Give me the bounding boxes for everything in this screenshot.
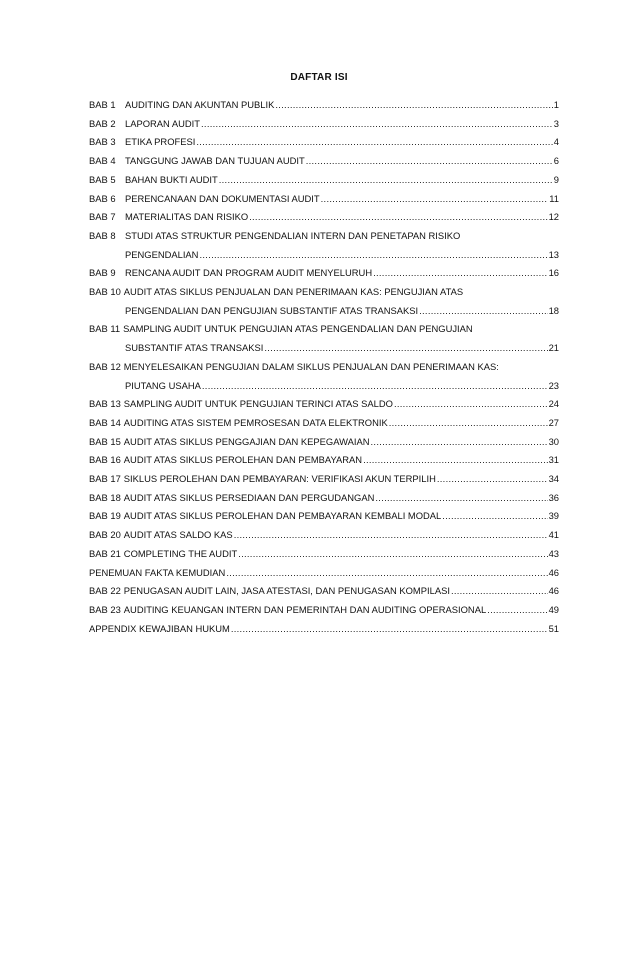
toc-dot-leader [238, 545, 547, 564]
toc-chapter-title: AUDITING KEUANGAN INTERN DAN PEMERINTAH DAN AUDITING OPERASIONAL [123, 603, 487, 615]
toc-chapter-title: AUDIT ATAS SIKLUS PEROLEHAN DAN PEMBAYARAN [123, 454, 363, 466]
toc-chapter-title: PERENCANAAN DAN DOKUMENTASI AUDIT [125, 192, 320, 204]
toc-dot-leader [373, 264, 547, 283]
toc-chapter-title: LAPORAN AUDIT [125, 117, 201, 129]
toc-entry[interactable] [89, 582, 559, 601]
toc-dot-leader [231, 620, 548, 639]
toc-entry-line [89, 264, 559, 283]
toc-page-number: 23 [548, 379, 559, 391]
toc-dot-leader [249, 208, 547, 227]
toc-dot-leader [306, 152, 553, 171]
toc-page-number: 9 [553, 173, 559, 185]
toc-chapter-title: AUDIT ATAS SIKLUS PENJUALAN DAN PENERIMAAN KAS: PENGUJIAN ATAS [123, 286, 464, 298]
toc-dot-leader [451, 582, 548, 601]
toc-dot-leader [199, 246, 547, 265]
toc-entry[interactable] [89, 601, 559, 620]
toc-entry[interactable] [89, 283, 559, 320]
toc-entry-line [89, 545, 559, 564]
toc-page-number: 46 [548, 566, 559, 578]
toc-entry-line [89, 470, 559, 489]
toc-page-number: 4 [553, 136, 559, 148]
toc-chapter-number: BAB 4 [89, 155, 116, 167]
toc-entry[interactable] [89, 489, 559, 508]
toc-title: DAFTAR ISI [290, 72, 348, 83]
toc-entry[interactable] [89, 564, 559, 583]
toc-dot-leader [202, 377, 548, 396]
toc-entry[interactable] [89, 414, 559, 433]
toc-chapter-number: BAB 21 [89, 547, 121, 559]
toc-chapter-number: BAB 10 [89, 286, 121, 298]
toc-chapter-title: PENGENDALIAN [125, 248, 199, 260]
toc-dot-leader [363, 451, 548, 470]
toc-entry-line [89, 433, 559, 452]
toc-entry-line [89, 395, 559, 414]
toc-chapter-number: BAB 16 [89, 454, 121, 466]
toc-entry-line [89, 133, 559, 152]
toc-chapter-number: BAB 2 [89, 117, 116, 129]
toc-chapter-number: BAB 18 [89, 491, 121, 503]
toc-chapter-number: BAB 14 [89, 416, 121, 428]
toc-entry[interactable] [89, 545, 559, 564]
toc-chapter-number: BAB 20 [89, 529, 121, 541]
toc-dot-leader [196, 133, 552, 152]
table-of-contents [89, 96, 559, 638]
toc-entry[interactable] [89, 358, 559, 395]
toc-page-number: 34 [548, 473, 559, 485]
toc-page-number: 30 [548, 435, 559, 447]
toc-chapter-title: APPENDIX KEWAJIBAN HUKUM [89, 622, 230, 634]
toc-chapter-title: SUBSTANTIF ATAS TRANSAKSI [125, 342, 264, 354]
toc-chapter-number: BAB 3 [89, 136, 116, 148]
toc-chapter-number: BAB 1 [89, 99, 116, 110]
toc-dot-leader [219, 171, 553, 190]
toc-chapter-number: BAB 15 [89, 435, 121, 447]
toc-entry-line [89, 152, 559, 171]
toc-entry[interactable] [89, 133, 559, 152]
toc-chapter-number: BAB 7 [89, 211, 116, 223]
toc-page-number: 49 [548, 603, 559, 615]
toc-entry[interactable] [89, 526, 559, 545]
toc-entry[interactable] [89, 620, 559, 639]
toc-chapter-title: AUDIT ATAS SALDO KAS [123, 529, 233, 541]
toc-chapter-number: BAB 22 [89, 585, 121, 597]
toc-entry-line [89, 208, 559, 227]
toc-page-number: 16 [548, 267, 559, 279]
toc-entry-line [89, 620, 559, 639]
toc-page-number: 18 [548, 304, 559, 316]
toc-page-number: 12 [548, 211, 559, 223]
toc-chapter-number: BAB 5 [89, 173, 116, 185]
toc-chapter-title: AUDIT ATAS SIKLUS PENGGAJIAN DAN KEPEGAWAIAN [123, 435, 370, 447]
toc-chapter-number: BAB 8 [89, 229, 116, 241]
toc-page-number: 39 [548, 510, 559, 522]
toc-page-number: 31 [548, 454, 559, 466]
toc-chapter-number: BAB 17 [89, 473, 121, 485]
toc-entry[interactable] [89, 115, 559, 134]
toc-chapter-title: PENEMUAN FAKTA KEMUDIAN [89, 566, 226, 578]
toc-chapter-title: TANGGUNG JAWAB DAN TUJUAN AUDIT [125, 155, 305, 167]
toc-entry-line [89, 358, 559, 377]
toc-dot-leader [234, 526, 548, 545]
toc-entry[interactable] [89, 264, 559, 283]
toc-entry-line [89, 171, 559, 190]
toc-dot-leader [275, 96, 552, 115]
toc-entry[interactable] [89, 171, 559, 190]
toc-page-number: 41 [548, 529, 559, 541]
toc-chapter-title: AUDIT ATAS SIKLUS PERSEDIAAN DAN PERGUDANGAN [123, 491, 375, 503]
toc-page-number: 1 [553, 99, 559, 110]
toc-entry-line [89, 339, 559, 358]
toc-entry[interactable] [89, 96, 559, 115]
toc-entry-line [89, 451, 559, 470]
toc-entry[interactable] [89, 395, 559, 414]
toc-entry-line [89, 283, 559, 302]
toc-chapter-title: PENGENDALIAN DAN PENGUJIAN SUBSTANTIF ATAS TRANSAKSI [125, 304, 419, 316]
toc-entry-line [89, 302, 559, 321]
toc-chapter-title: STUDI ATAS STRUKTUR PENGENDALIAN INTERN DAN PENETAPAN RISIKO [125, 229, 461, 241]
toc-entry-line [89, 489, 559, 508]
toc-entry[interactable] [89, 152, 559, 171]
toc-entry[interactable] [89, 451, 559, 470]
toc-page-number: 24 [548, 398, 559, 410]
toc-entry-line [89, 526, 559, 545]
toc-chapter-number: BAB 23 [89, 603, 121, 615]
toc-entry-line [89, 601, 559, 620]
toc-page-number: 51 [548, 622, 559, 634]
toc-chapter-title: MENYELESAIKAN PENGUJIAN DALAM SIKLUS PENJUALAN DAN PENERIMAAN KAS: [123, 360, 499, 372]
toc-page-number: 3 [553, 117, 559, 129]
toc-dot-leader [437, 470, 548, 489]
toc-entry[interactable] [89, 507, 559, 526]
toc-entry-line [89, 190, 559, 209]
toc-chapter-title: SAMPLING AUDIT UNTUK PENGUJIAN TERINCI ATAS SALDO [123, 398, 393, 410]
toc-entry[interactable] [89, 208, 559, 227]
toc-chapter-title: SAMPLING AUDIT UNTUK PENGUJIAN ATAS PENGENDALIAN DAN PENGUJIAN [123, 323, 473, 335]
toc-dot-leader [264, 339, 547, 358]
toc-chapter-number: BAB 11 [89, 323, 121, 335]
toc-entry-line [89, 320, 559, 339]
toc-chapter-title: RENCANA AUDIT DAN PROGRAM AUDIT MENYELURUH [125, 267, 373, 279]
toc-dot-leader [389, 414, 548, 433]
toc-page-number: 27 [548, 416, 559, 428]
toc-entry-line [89, 96, 559, 115]
toc-page-number: 13 [548, 248, 559, 260]
toc-page-number: 21 [548, 342, 559, 354]
toc-chapter-number: BAB 9 [89, 267, 116, 279]
toc-dot-leader [375, 489, 547, 508]
toc-dot-leader [226, 564, 547, 583]
toc-entry-line [89, 377, 559, 396]
toc-chapter-number: BAB 12 [89, 360, 121, 372]
toc-page-number: 43 [548, 547, 559, 559]
toc-dot-leader [419, 302, 547, 321]
toc-entry-line [89, 507, 559, 526]
toc-chapter-title: SIKLUS PEROLEHAN DAN PEMBAYARAN: VERIFIKASI AKUN TERPILIH [123, 473, 436, 485]
toc-entry-line [89, 414, 559, 433]
toc-dot-leader [371, 433, 548, 452]
toc-entry[interactable] [89, 190, 559, 209]
toc-chapter-title: PIUTANG USAHA [125, 379, 201, 391]
toc-entry-line [89, 115, 559, 134]
toc-chapter-title: PENUGASAN AUDIT LAIN, JASA ATESTASI, DAN PENUGASAN KOMPILASI [123, 585, 450, 597]
toc-chapter-title: AUDIT ATAS SIKLUS PEROLEHAN DAN PEMBAYARAN KEMBALI MODAL [123, 510, 442, 522]
toc-chapter-title: AUDITING ATAS SISTEM PEMROSESAN DATA ELEKTRONIK [123, 416, 388, 428]
toc-chapter-number: BAB 19 [89, 510, 121, 522]
toc-chapter-title: ETIKA PROFESI [125, 136, 196, 148]
toc-entry-line [89, 246, 559, 265]
toc-page-number: 36 [548, 491, 559, 503]
toc-chapter-title: MATERIALITAS DAN RISIKO [125, 211, 249, 223]
toc-page-number: 11 [549, 192, 559, 204]
toc-entry[interactable] [89, 320, 559, 357]
toc-chapter-title: COMPLETING THE AUDIT [123, 547, 238, 559]
toc-entry-line [89, 582, 559, 601]
toc-dot-leader [321, 190, 549, 209]
toc-page-number: 46 [548, 585, 559, 597]
toc-chapter-title: BAHAN BUKTI AUDIT [125, 173, 218, 185]
toc-chapter-number: BAB 13 [89, 398, 121, 410]
toc-entry-line [89, 564, 559, 583]
toc-dot-leader [201, 115, 553, 134]
toc-dot-leader [487, 601, 547, 620]
toc-entry[interactable] [89, 433, 559, 452]
toc-dot-leader [394, 395, 548, 414]
toc-dot-leader [442, 507, 547, 526]
toc-entry[interactable] [89, 470, 559, 489]
toc-entry[interactable] [89, 227, 559, 264]
toc-page-number: 6 [553, 155, 559, 167]
toc-chapter-title: AUDITING DAN AKUNTAN PUBLIK [125, 99, 275, 110]
toc-chapter-number: BAB 6 [89, 192, 116, 204]
toc-entry-line [89, 227, 559, 246]
